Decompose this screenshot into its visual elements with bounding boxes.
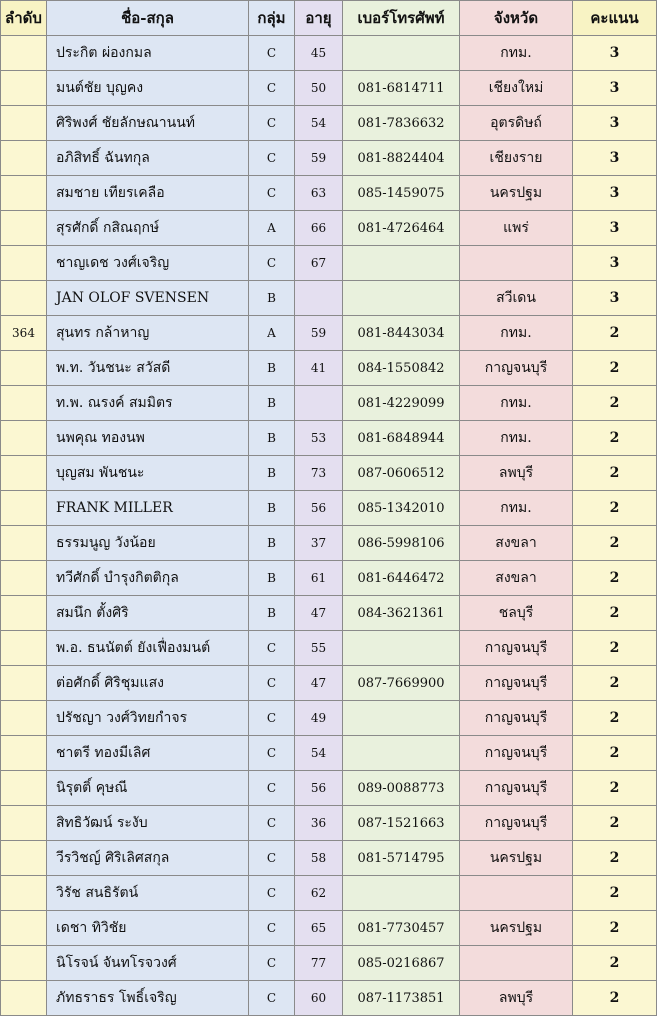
score-cell[interactable]: 3 <box>573 176 657 211</box>
score-cell[interactable]: 2 <box>573 911 657 946</box>
province-cell[interactable]: เชียงใหม่ <box>460 71 573 106</box>
province-cell[interactable]: กาญจนบุรี <box>460 666 573 701</box>
group-cell[interactable]: C <box>249 911 295 946</box>
province-cell[interactable]: ลพบุรี <box>460 981 573 1016</box>
name-cell[interactable]: ชาตรี ทองมีเลิศ <box>47 736 249 771</box>
phone-cell[interactable]: 081-8824404 <box>343 141 460 176</box>
name-cell[interactable]: นิรุตติ์ คุษณี <box>47 771 249 806</box>
score-cell[interactable]: 2 <box>573 596 657 631</box>
age-cell[interactable]: 56 <box>295 491 343 526</box>
phone-cell[interactable]: 084-3621361 <box>343 596 460 631</box>
group-cell[interactable]: C <box>249 981 295 1016</box>
table-row <box>1 316 657 351</box>
phone-cell[interactable]: 081-6446472 <box>343 561 460 596</box>
phone-cell[interactable]: 081-5714795 <box>343 841 460 876</box>
row-number-cell[interactable] <box>1 526 47 561</box>
group-cell[interactable]: C <box>249 946 295 981</box>
row-number-cell[interactable] <box>1 491 47 526</box>
age-cell[interactable]: 62 <box>295 876 343 911</box>
score-cell[interactable]: 2 <box>573 631 657 666</box>
table-row <box>1 141 657 176</box>
row-number-cell[interactable] <box>1 911 47 946</box>
province-cell[interactable]: เชียงราย <box>460 141 573 176</box>
row-number-cell[interactable] <box>1 771 47 806</box>
table-row <box>1 386 657 421</box>
phone-cell[interactable]: 085-1342010 <box>343 491 460 526</box>
table-row <box>1 771 657 806</box>
name-cell[interactable]: นิโรจน์ จันทโรจวงศ์ <box>47 946 249 981</box>
group-cell[interactable]: C <box>249 631 295 666</box>
phone-cell[interactable]: 085-1459075 <box>343 176 460 211</box>
phone-cell[interactable] <box>343 631 460 666</box>
name-cell[interactable]: ทวีศักดิ์ บำรุงกิตติกุล <box>47 561 249 596</box>
phone-cell[interactable]: 087-7669900 <box>343 666 460 701</box>
age-cell[interactable]: 47 <box>295 596 343 631</box>
phone-cell[interactable]: 081-7730457 <box>343 911 460 946</box>
score-cell[interactable]: 3 <box>573 211 657 246</box>
age-cell[interactable]: 53 <box>295 421 343 456</box>
age-cell[interactable]: 63 <box>295 176 343 211</box>
phone-cell[interactable]: 089-0088773 <box>343 771 460 806</box>
age-cell[interactable]: 60 <box>295 981 343 1016</box>
phone-cell[interactable] <box>343 736 460 771</box>
header-group[interactable]: กลุ่ม <box>249 1 295 36</box>
group-cell[interactable]: C <box>249 736 295 771</box>
name-cell[interactable]: ศิริพงศ์ ชัยลักษณานนท์ <box>47 106 249 141</box>
row-number-cell[interactable] <box>1 456 47 491</box>
name-cell[interactable]: JAN OLOF SVENSEN <box>47 281 249 316</box>
province-cell[interactable]: นครปฐม <box>460 911 573 946</box>
group-cell[interactable]: B <box>249 351 295 386</box>
group-cell[interactable]: A <box>249 316 295 351</box>
age-cell[interactable]: 36 <box>295 806 343 841</box>
name-cell[interactable]: ต่อศักดิ์ ศิริชุมแสง <box>47 666 249 701</box>
score-cell[interactable]: 2 <box>573 946 657 981</box>
row-number-cell[interactable] <box>1 351 47 386</box>
table-row <box>1 526 657 561</box>
province-cell[interactable]: กทม. <box>460 491 573 526</box>
province-cell[interactable] <box>460 876 573 911</box>
age-cell[interactable]: 45 <box>295 36 343 71</box>
phone-cell[interactable]: 081-7836632 <box>343 106 460 141</box>
province-cell[interactable]: กทม. <box>460 386 573 421</box>
name-cell[interactable]: สมนึก ตั้งศิริ <box>47 596 249 631</box>
name-cell[interactable]: พ.อ. ธนนัตต์ ยังเฟื่องมนต์ <box>47 631 249 666</box>
score-cell[interactable]: 2 <box>573 981 657 1016</box>
name-cell[interactable]: สุนทร กล้าหาญ <box>47 316 249 351</box>
province-cell[interactable]: กทม. <box>460 36 573 71</box>
province-cell[interactable]: กาญจนบุรี <box>460 701 573 736</box>
row-number-cell[interactable] <box>1 631 47 666</box>
name-cell[interactable]: พ.ท. วันชนะ สวัสดี <box>47 351 249 386</box>
score-cell[interactable]: 3 <box>573 141 657 176</box>
group-cell[interactable]: C <box>249 666 295 701</box>
table-row <box>1 561 657 596</box>
row-number-cell[interactable] <box>1 36 47 71</box>
name-cell[interactable]: ธรรมนูญ วังน้อย <box>47 526 249 561</box>
name-cell[interactable]: FRANK MILLER <box>47 491 249 526</box>
name-cell[interactable]: เดชา ทิวิชัย <box>47 911 249 946</box>
province-cell[interactable]: กทม. <box>460 316 573 351</box>
table-row <box>1 701 657 736</box>
province-cell[interactable]: สงขลา <box>460 561 573 596</box>
group-cell[interactable]: A <box>249 211 295 246</box>
row-number-cell[interactable] <box>1 421 47 456</box>
province-cell[interactable]: นครปฐม <box>460 176 573 211</box>
table-row <box>1 71 657 106</box>
name-cell[interactable]: ปรัชญา วงศ์วิทยกำจร <box>47 701 249 736</box>
table-row <box>1 36 657 71</box>
age-cell[interactable]: 59 <box>295 316 343 351</box>
province-cell[interactable] <box>460 246 573 281</box>
table-row <box>1 456 657 491</box>
province-cell[interactable]: นครปฐม <box>460 841 573 876</box>
table-row <box>1 631 657 666</box>
group-cell[interactable]: C <box>249 71 295 106</box>
row-number-cell[interactable] <box>1 981 47 1016</box>
header-phone[interactable]: เบอร์โทรศัพท์ <box>343 1 460 36</box>
group-cell[interactable]: C <box>249 841 295 876</box>
row-number-cell[interactable] <box>1 106 47 141</box>
score-cell[interactable]: 3 <box>573 281 657 316</box>
province-cell[interactable]: กาญจนบุรี <box>460 351 573 386</box>
score-cell[interactable]: 2 <box>573 841 657 876</box>
phone-cell[interactable]: 085-0216867 <box>343 946 460 981</box>
province-cell[interactable] <box>460 946 573 981</box>
score-cell[interactable]: 3 <box>573 106 657 141</box>
age-cell[interactable]: 65 <box>295 911 343 946</box>
table-row <box>1 911 657 946</box>
table-body <box>1 36 657 1016</box>
age-cell[interactable]: 49 <box>295 701 343 736</box>
group-cell[interactable]: B <box>249 456 295 491</box>
name-cell[interactable]: บุญสม พันชนะ <box>47 456 249 491</box>
age-cell[interactable] <box>295 281 343 316</box>
score-cell[interactable]: 2 <box>573 701 657 736</box>
score-cell[interactable]: 2 <box>573 806 657 841</box>
age-cell[interactable] <box>295 386 343 421</box>
group-cell[interactable]: B <box>249 491 295 526</box>
table-row <box>1 246 657 281</box>
group-cell[interactable]: C <box>249 176 295 211</box>
group-cell[interactable]: B <box>249 281 295 316</box>
age-cell[interactable]: 37 <box>295 526 343 561</box>
score-cell[interactable]: 2 <box>573 876 657 911</box>
row-number-cell[interactable] <box>1 806 47 841</box>
table-row <box>1 806 657 841</box>
score-cell[interactable]: 3 <box>573 71 657 106</box>
phone-cell[interactable]: 081-6814711 <box>343 71 460 106</box>
age-cell[interactable]: 66 <box>295 211 343 246</box>
group-cell[interactable]: B <box>249 421 295 456</box>
score-cell[interactable]: 2 <box>573 351 657 386</box>
phone-cell[interactable]: 081-4229099 <box>343 386 460 421</box>
age-cell[interactable]: 47 <box>295 666 343 701</box>
score-cell[interactable]: 2 <box>573 526 657 561</box>
row-number-cell[interactable] <box>1 596 47 631</box>
score-cell[interactable]: 2 <box>573 561 657 596</box>
phone-cell[interactable]: 081-6848944 <box>343 421 460 456</box>
age-cell[interactable]: 59 <box>295 141 343 176</box>
age-cell[interactable]: 55 <box>295 631 343 666</box>
age-cell[interactable]: 56 <box>295 771 343 806</box>
row-number-cell[interactable] <box>1 281 47 316</box>
group-cell[interactable]: C <box>249 876 295 911</box>
row-number-cell[interactable] <box>1 176 47 211</box>
table-row <box>1 211 657 246</box>
row-number-cell[interactable] <box>1 211 47 246</box>
group-cell[interactable]: C <box>249 36 295 71</box>
row-number-cell[interactable] <box>1 141 47 176</box>
name-cell[interactable]: ท.พ. ณรงค์ สมมิตร <box>47 386 249 421</box>
row-number-cell[interactable]: 364 <box>1 316 47 351</box>
province-cell[interactable]: กทม. <box>460 421 573 456</box>
score-cell[interactable]: 3 <box>573 246 657 281</box>
group-cell[interactable]: B <box>249 386 295 421</box>
group-cell[interactable]: B <box>249 526 295 561</box>
province-cell[interactable]: สวีเดน <box>460 281 573 316</box>
row-number-cell[interactable] <box>1 561 47 596</box>
name-cell[interactable]: วีรวิชญ์ ศิริเลิศสกุล <box>47 841 249 876</box>
phone-cell[interactable] <box>343 876 460 911</box>
phone-cell[interactable]: 081-4726464 <box>343 211 460 246</box>
name-cell[interactable]: อภิสิทธิ์ ฉันทกุล <box>47 141 249 176</box>
table-row <box>1 736 657 771</box>
age-cell[interactable]: 54 <box>295 106 343 141</box>
group-cell[interactable]: C <box>249 141 295 176</box>
row-number-cell[interactable] <box>1 736 47 771</box>
age-cell[interactable]: 67 <box>295 246 343 281</box>
province-cell[interactable]: อุตรดิษถ์ <box>460 106 573 141</box>
row-number-cell[interactable] <box>1 666 47 701</box>
province-cell[interactable]: กาญจนบุรี <box>460 806 573 841</box>
table-row <box>1 176 657 211</box>
province-cell[interactable]: ชลบุรี <box>460 596 573 631</box>
province-cell[interactable]: กาญจนบุรี <box>460 736 573 771</box>
phone-cell[interactable] <box>343 701 460 736</box>
group-cell[interactable]: C <box>249 771 295 806</box>
header-name[interactable]: ชื่อ-สกุล <box>47 1 249 36</box>
table-row <box>1 876 657 911</box>
phone-cell[interactable] <box>343 281 460 316</box>
table-row <box>1 666 657 701</box>
group-cell[interactable]: C <box>249 246 295 281</box>
score-cell[interactable]: 2 <box>573 736 657 771</box>
score-cell[interactable]: 2 <box>573 491 657 526</box>
header-no[interactable]: ลำดับ <box>1 1 47 36</box>
name-cell[interactable]: ชาญเดช วงศ์เจริญ <box>47 246 249 281</box>
row-number-cell[interactable] <box>1 246 47 281</box>
table-row <box>1 351 657 386</box>
group-cell[interactable]: C <box>249 106 295 141</box>
age-cell[interactable]: 50 <box>295 71 343 106</box>
phone-cell[interactable]: 084-1550842 <box>343 351 460 386</box>
phone-cell[interactable]: 087-1173851 <box>343 981 460 1016</box>
row-number-cell[interactable] <box>1 841 47 876</box>
name-cell[interactable]: สุรศักดิ์ กสิณฤกษ์ <box>47 211 249 246</box>
name-cell[interactable]: สิทธิวัฒน์ ระงับ <box>47 806 249 841</box>
score-cell[interactable]: 2 <box>573 666 657 701</box>
group-cell[interactable]: C <box>249 806 295 841</box>
row-number-cell[interactable] <box>1 386 47 421</box>
province-cell[interactable]: กาญจนบุรี <box>460 771 573 806</box>
age-cell[interactable]: 58 <box>295 841 343 876</box>
age-cell[interactable]: 77 <box>295 946 343 981</box>
age-cell[interactable]: 73 <box>295 456 343 491</box>
table-row <box>1 281 657 316</box>
table-row <box>1 106 657 141</box>
row-number-cell[interactable] <box>1 946 47 981</box>
name-cell[interactable]: มนต์ชัย บุญคง <box>47 71 249 106</box>
group-cell[interactable]: C <box>249 701 295 736</box>
row-number-cell[interactable] <box>1 876 47 911</box>
phone-cell[interactable]: 087-0606512 <box>343 456 460 491</box>
header-score[interactable]: คะแนน <box>573 1 657 36</box>
name-cell[interactable]: วิรัช สนธิรัตน์ <box>47 876 249 911</box>
header-province[interactable]: จังหวัด <box>460 1 573 36</box>
name-cell[interactable]: สมชาย เทียรเคลือ <box>47 176 249 211</box>
header-age[interactable]: อายุ <box>295 1 343 36</box>
table-row <box>1 596 657 631</box>
age-cell[interactable]: 41 <box>295 351 343 386</box>
score-cell[interactable]: 2 <box>573 386 657 421</box>
province-cell[interactable]: ลพบุรี <box>460 456 573 491</box>
score-cell[interactable]: 3 <box>573 36 657 71</box>
phone-cell[interactable] <box>343 246 460 281</box>
table-row <box>1 491 657 526</box>
score-cell[interactable]: 2 <box>573 421 657 456</box>
phone-cell[interactable]: 086-5998106 <box>343 526 460 561</box>
score-cell[interactable]: 2 <box>573 316 657 351</box>
phone-cell[interactable]: 081-8443034 <box>343 316 460 351</box>
phone-cell[interactable]: 087-1521663 <box>343 806 460 841</box>
score-cell[interactable]: 2 <box>573 771 657 806</box>
table-row <box>1 841 657 876</box>
age-cell[interactable]: 54 <box>295 736 343 771</box>
table-row <box>1 946 657 981</box>
group-cell[interactable]: B <box>249 596 295 631</box>
province-cell[interactable]: สงขลา <box>460 526 573 561</box>
score-cell[interactable]: 2 <box>573 456 657 491</box>
row-number-cell[interactable] <box>1 701 47 736</box>
name-cell[interactable]: ภัทธราธร โพธิ์เจริญ <box>47 981 249 1016</box>
province-cell[interactable]: กาญจนบุรี <box>460 631 573 666</box>
row-number-cell[interactable] <box>1 71 47 106</box>
age-cell[interactable]: 61 <box>295 561 343 596</box>
phone-cell[interactable] <box>343 36 460 71</box>
group-cell[interactable]: B <box>249 561 295 596</box>
name-cell[interactable]: นพคุณ ทองนพ <box>47 421 249 456</box>
table-row <box>1 421 657 456</box>
province-cell[interactable]: แพร่ <box>460 211 573 246</box>
header-row <box>1 1 657 36</box>
name-cell[interactable]: ประกิต ผ่องกมล <box>47 36 249 71</box>
table-row <box>1 981 657 1016</box>
